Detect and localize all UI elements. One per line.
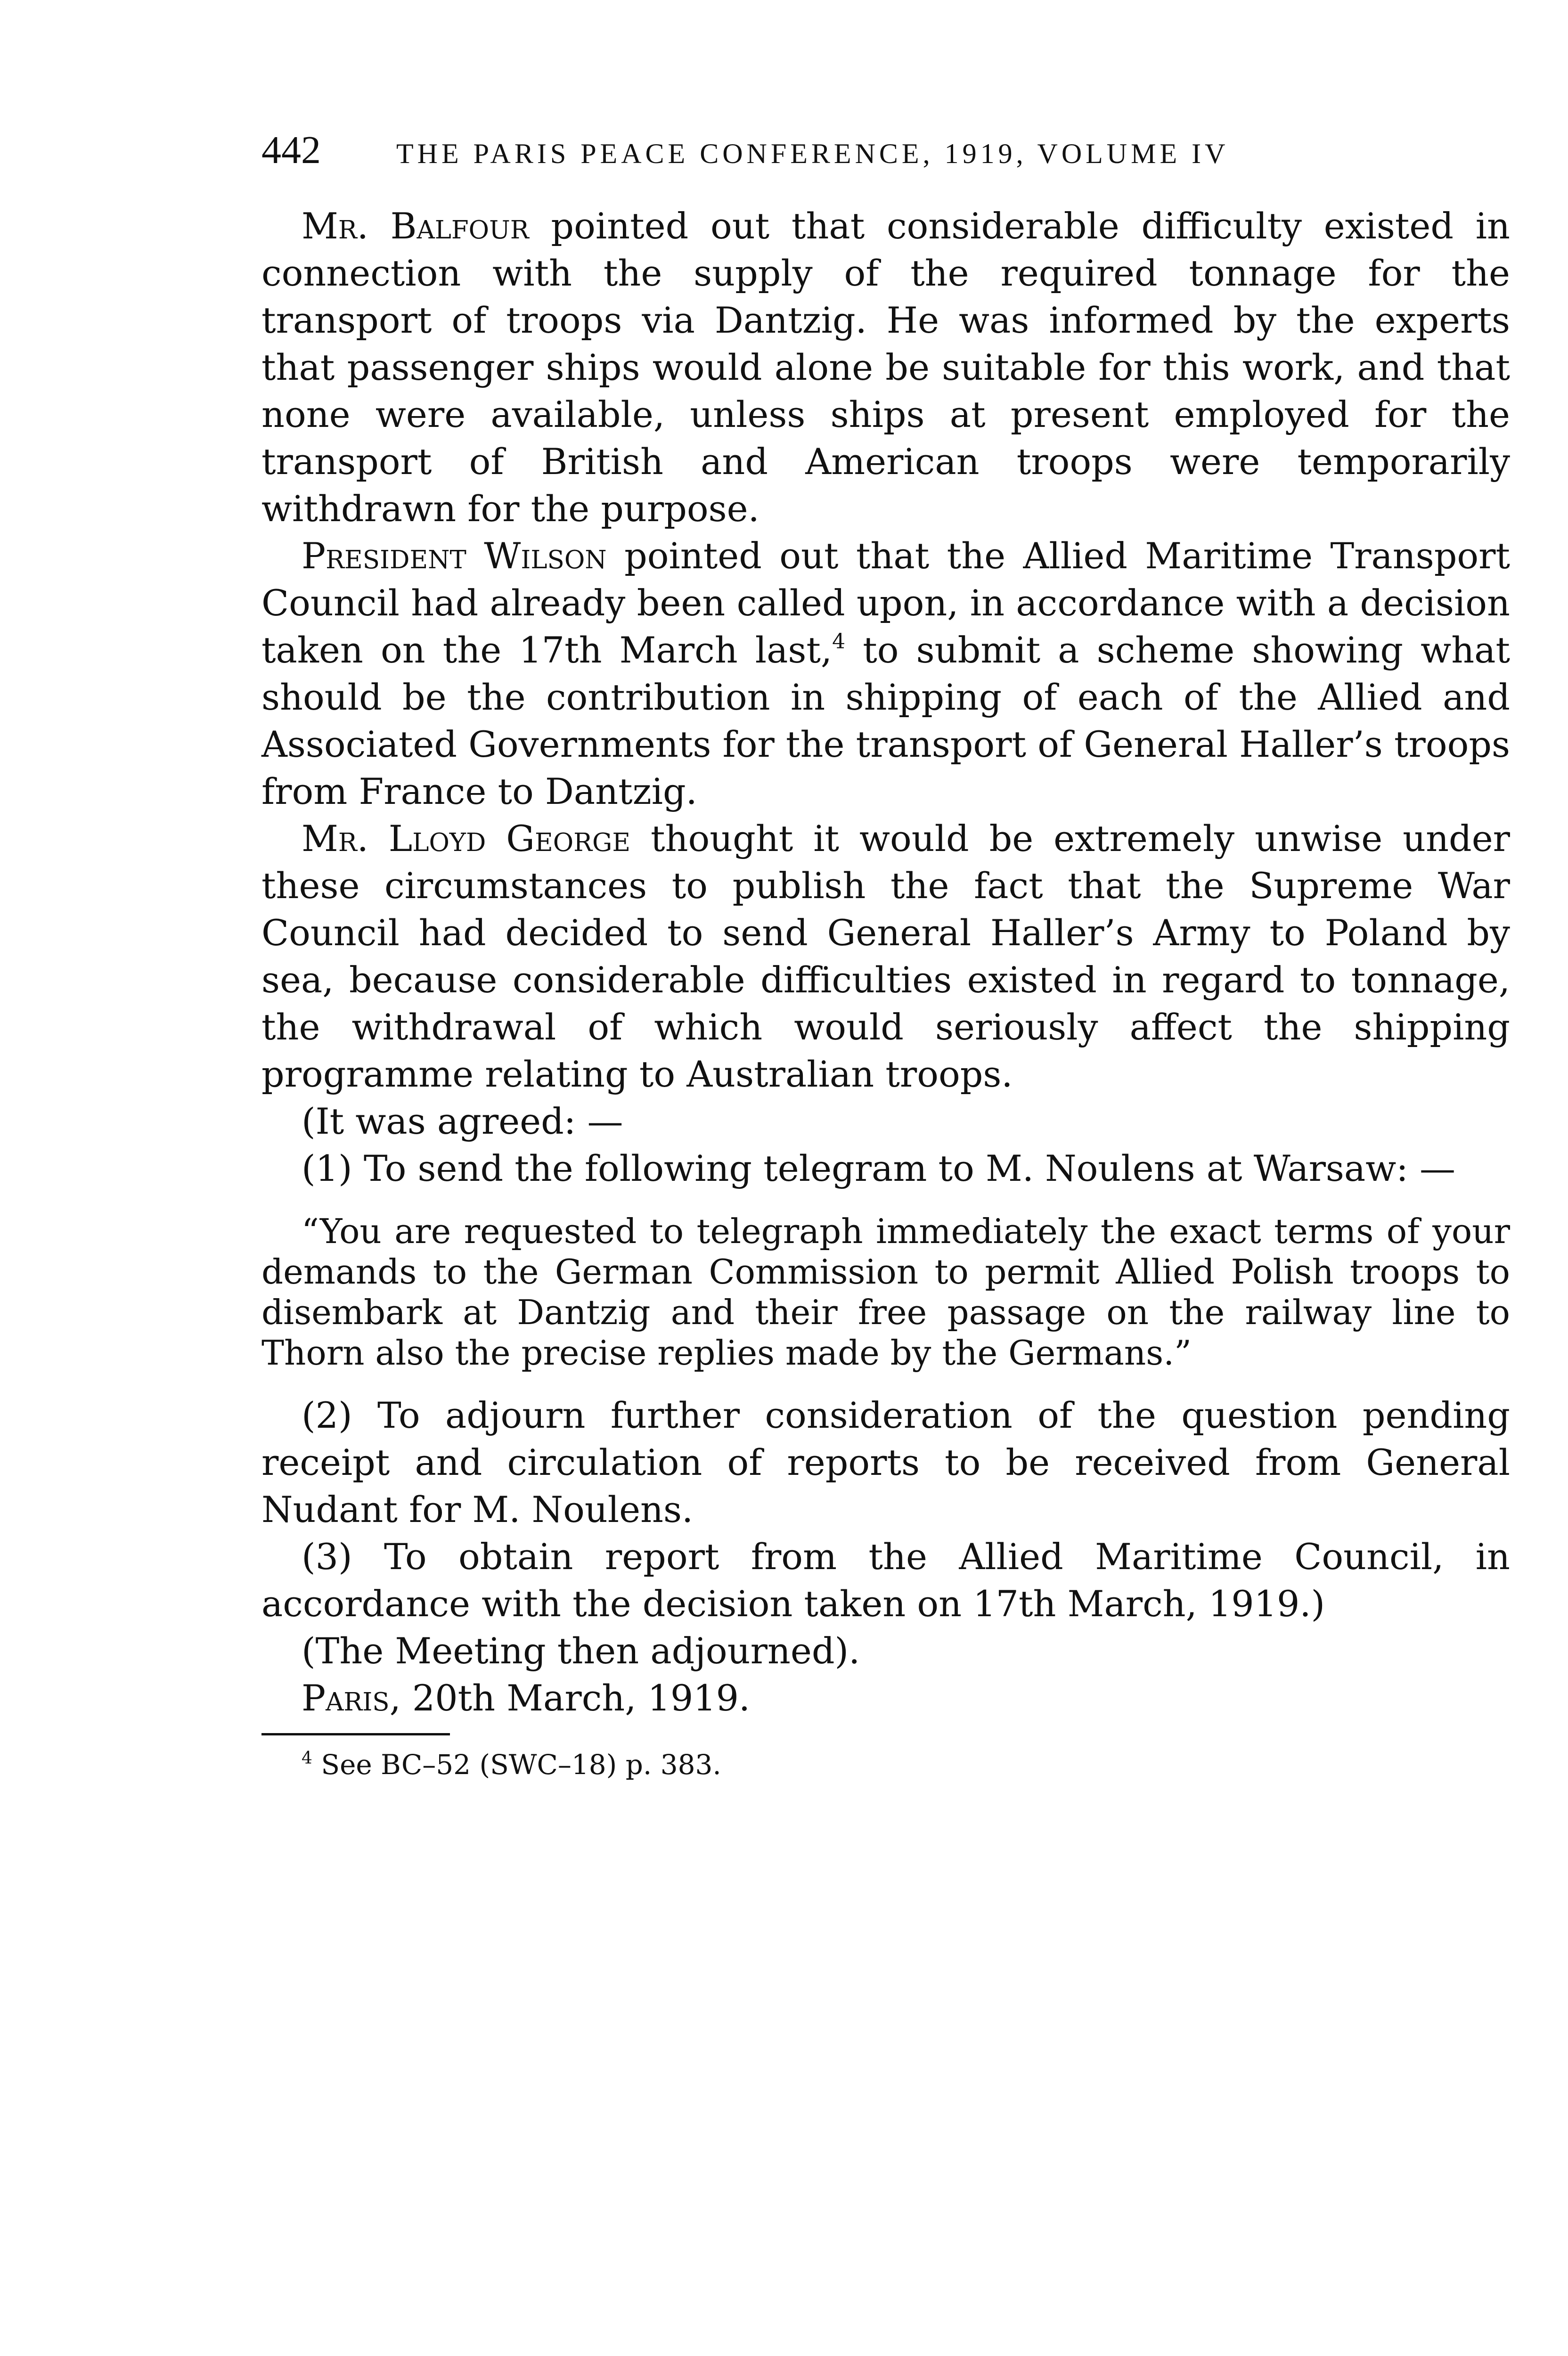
- resolution-item-3: (3) To obtain report from the Allied Maritime Council, in accordance with the decision taken on 17th March, 1919.): [261, 1536, 1510, 1625]
- resolution-item-2: (2) To adjourn further consideration of the question pending receipt and circulation of reports to be received from General Nudant for M. Noulens.: [261, 1394, 1510, 1530]
- paragraph-text: pointed out that considerable difficulty existed in connection with the supply of the required tonnage for the transport of troops via Dantzig. He was informed by the experts that passenger ships would alone be suitable for this work, and that none were available, unless ships at present employed for the transport of British and American troops were temporarily withdrawn for the purpose.: [261, 205, 1510, 530]
- footnote-marker: 4: [302, 1749, 312, 1768]
- closing-line: (The Meeting then adjourned).: [302, 1630, 860, 1672]
- speaker-name: President Wilson: [302, 535, 607, 577]
- balfour-paragraph: [261, 203, 1510, 532]
- paragraph-text: pointed out that the Allied Maritime Transport Council had already been called upon, in accordance with a decision taken on the 17th March last,: [261, 535, 1510, 671]
- paragraph-text: to submit a scheme showing what should be the contribution in shipping of each of the Allied and Associated Governments for the transport of General Haller’s troops from France to Dantzig.: [261, 629, 1510, 812]
- signature-place: Paris: [302, 1677, 390, 1719]
- page-number: 442: [261, 128, 321, 172]
- wilson-paragraph: [261, 532, 1510, 815]
- speaker-name: Mr. Balfour: [302, 205, 529, 247]
- running-head: [261, 127, 1510, 179]
- footnote-text: See BC–52 (SWC–18) p. 383.: [312, 1749, 721, 1781]
- place-date-signature: [261, 1675, 1510, 1722]
- signature-date: , 20th March, 1919.: [389, 1677, 751, 1719]
- footnote-reference: 4: [832, 630, 846, 654]
- telegram-quote: “You are requested to telegraph immediately the exact terms of your demands to the German Commission to permit Allied Polish troops to disembark at Dantzig and their free passage on the railway line to Thorn also the precise replies made by the Germans.”: [261, 1211, 1510, 1373]
- footnote: [261, 1748, 1510, 1782]
- speaker-name: Mr. Lloyd George: [302, 818, 631, 859]
- running-title: THE PARIS PEACE CONFERENCE, 1919, VOLUME IV: [396, 138, 1229, 169]
- minutes-body: [261, 203, 1510, 1722]
- resolution-item-1: (1) To send the following telegram to M. Noulens at Warsaw: —: [302, 1147, 1456, 1189]
- footnote-divider: [261, 1733, 450, 1735]
- document-page: [261, 127, 1510, 1782]
- paragraph-text: thought it would be extremely unwise under these circumstances to publish the fact that the Supreme War Council had decided to send General Haller’s Army to Poland by sea, because considerable difficulties existed in regard to tonnage, the withdrawal of which would seriously affect the shipping programme relating to Australian troops.: [261, 818, 1510, 1095]
- resolution-intro: (It was agreed: —: [302, 1100, 623, 1142]
- lloyd-george-paragraph: [261, 815, 1510, 1098]
